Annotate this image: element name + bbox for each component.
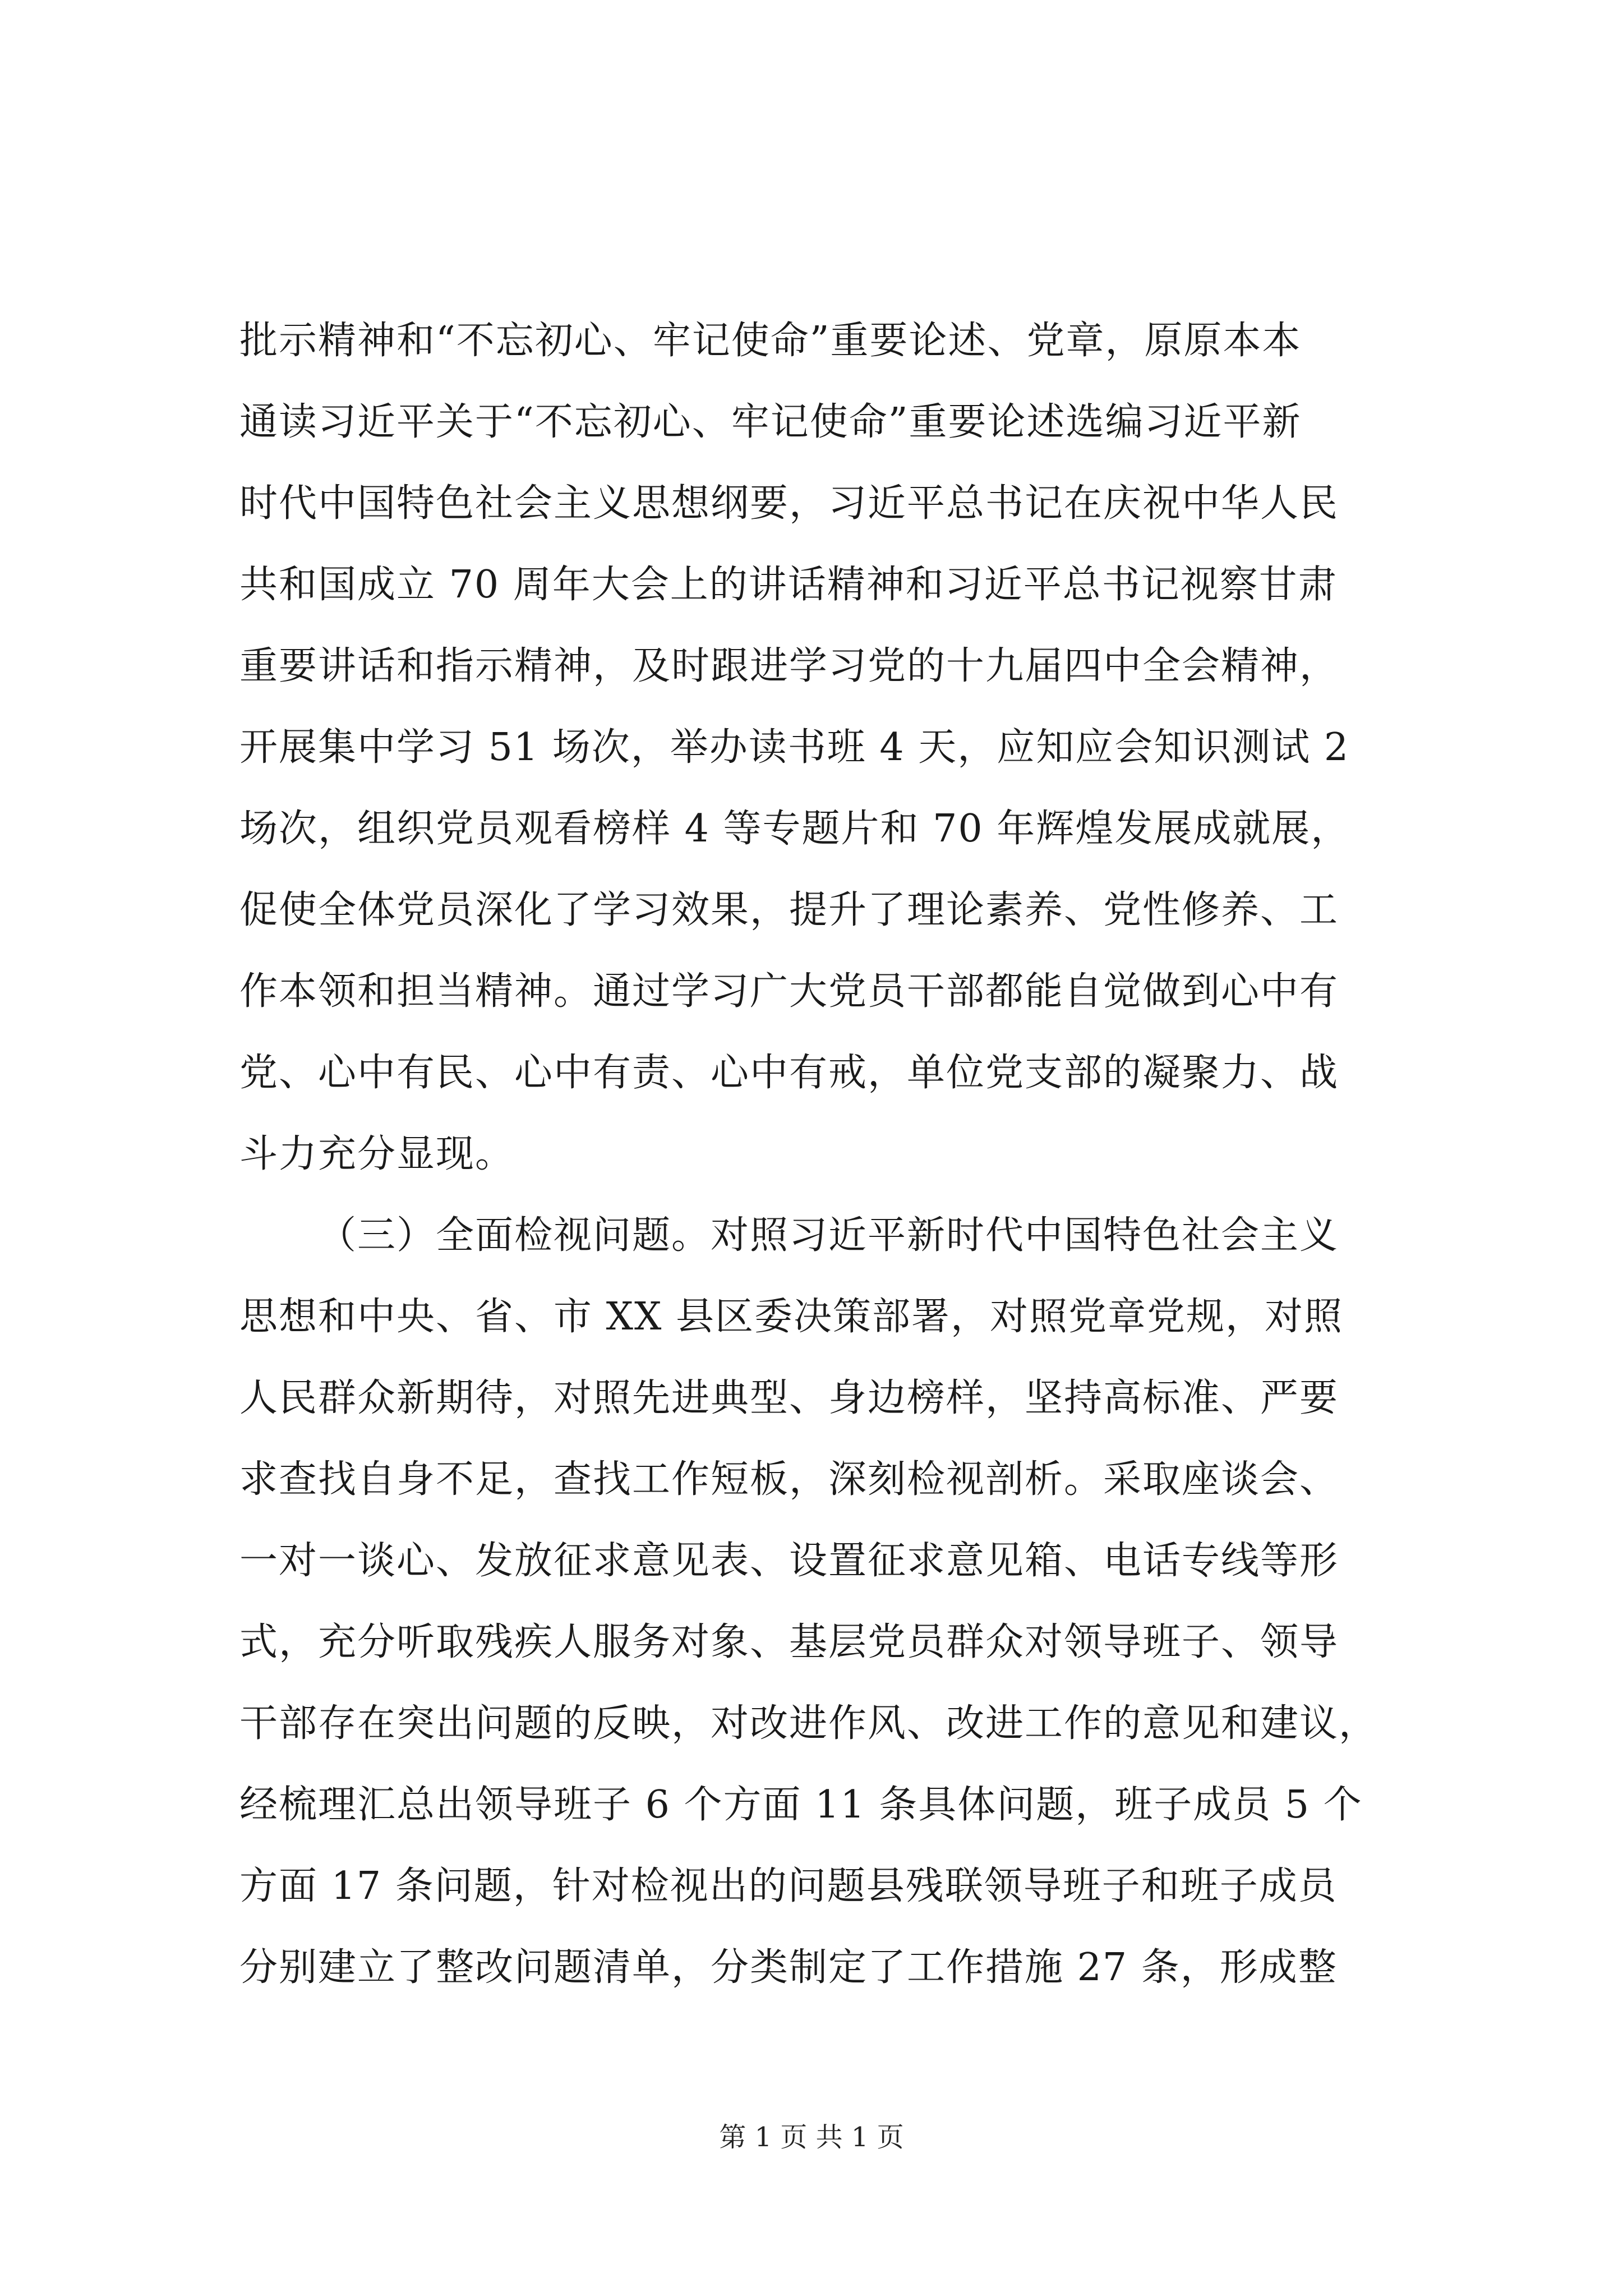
text-line: 方面 17 条问题，针对检视出的问题县残联领导班子和班子成员 [239,1864,1338,1908]
text-line: 人民群众新期待，对照先进典型、身边榜样，坚持高标准、严要 [239,1376,1339,1420]
text-line: 思想和中央、省、市 XX 县区委决策部署，对照党章党规，对照 [239,1295,1344,1339]
text-line: 批示精神和“不忘初心、牢记使命”重要论述、党章，原原本本 [239,319,1302,363]
text-line: 时代中国特色社会主义思想纲要，习近平总书记在庆祝中华人民 [239,481,1339,526]
text-line: 开展集中学习 51 场次，举办读书班 4 天，应知应会知识测试 2 [239,725,1350,770]
page-footer [0,2120,1623,2154]
text-line: 经梳理汇总出领导班子 6 个方面 11 条具体问题，班子成员 5 个 [239,1783,1363,1827]
text-line: （三）全面检视问题。对照习近平新时代中国特色社会主义 [318,1213,1339,1258]
text-line: 一对一谈心、发放征求意见表、设置征求意见箱、电话专线等形 [239,1539,1339,1583]
page-number-label: 第 1 页 共 1 页 [719,2122,904,2153]
paragraph-2 [239,1195,1428,2008]
text-line: 干部存在突出问题的反映，对改进作风、改进工作的意见和建议， [239,1701,1378,1746]
text-line: 党、心中有民、心中有责、心中有戒，单位党支部的凝聚力、战 [239,1051,1339,1095]
text-line: 式，充分听取残疾人服务对象、基层党员群众对领导班子、领导 [239,1620,1339,1664]
text-line: 促使全体党员深化了学习效果，提升了理论素养、党性修养、工 [239,888,1339,932]
text-line: 共和国成立 70 周年大会上的讲话精神和习近平总书记视察甘肃 [239,563,1338,607]
text-line: 通读习近平关于“不忘初心、牢记使命”重要论述选编习近平新 [239,400,1302,444]
paragraph-1 [239,300,1428,1195]
text-line: 重要讲话和指示精神，及时跟进学习党的十九届四中全会精神， [239,644,1339,688]
text-line: 作本领和担当精神。通过学习广大党员干部都能自觉做到心中有 [239,969,1339,1014]
text-line: 求查找自身不足，查找工作短板，深刻检视剖析。采取座谈会、 [239,1457,1339,1502]
text-line: 分别建立了整改问题清单，分类制定了工作措施 27 条，形成整 [239,1945,1338,1990]
text-line: 斗力充分显现。 [239,1132,515,1176]
text-line: 场次，组织党员观看榜样 4 等专题片和 70 年辉煌发展成就展， [239,807,1350,851]
document-body [239,300,1428,2008]
